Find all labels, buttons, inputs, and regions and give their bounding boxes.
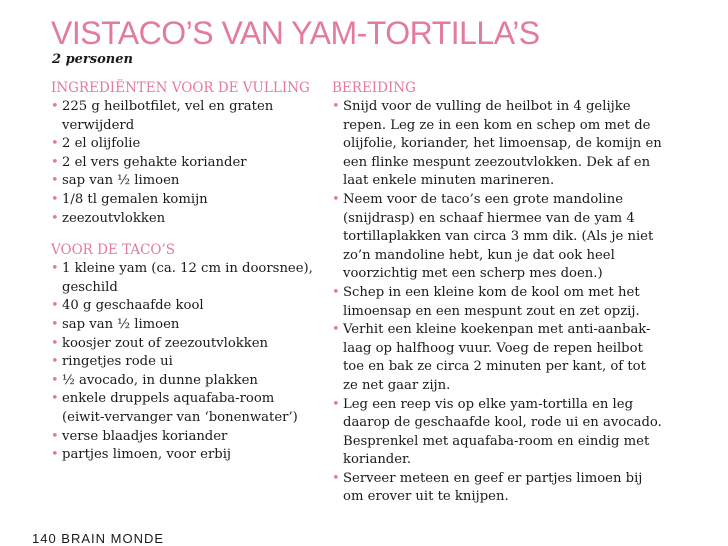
bullet-icon: •	[51, 316, 59, 332]
step-item	[332, 284, 662, 321]
ingredient-text: 1 kleine yam (ca. 12 cm in doorsnee), geschild	[62, 261, 313, 295]
bullet-icon: •	[51, 261, 59, 277]
list-item	[51, 191, 316, 210]
tacos-list	[51, 260, 316, 465]
step-text: Schep in een kleine kom de kool om met het limoensap en een mespunt zout en zet opzij.	[343, 284, 640, 319]
ingredient-text: verse blaadjes koriander	[62, 428, 228, 444]
step-text: Neem voor de taco’s een grote mandoline (snijdrasp) en schaaf hiermee van de yam 4 tortillaplakken van circa 3 mm dik. (Als je niet zo’n mandoline hebt, kun je dat ook heel voorzichtig met een scherp mes doen.)	[343, 191, 654, 282]
bullet-icon: •	[332, 396, 340, 412]
recipe-title: VISTACO’S VAN YAM-TORTILLA’S	[51, 15, 540, 51]
preparation-steps	[332, 98, 662, 507]
list-item	[51, 260, 316, 297]
step-item	[332, 321, 662, 395]
bullet-icon: •	[51, 335, 59, 351]
preparation-heading: BEREIDING	[332, 80, 416, 96]
step-text: Snijd voor de vulling de heilbot in 4 gelijke repen. Leg ze in een kom en schep om met de olijfolie, koriander, het limoensap, de komijn en een flinke mespunt zeezoutvlokken. Dek af en laat enkele minuten marineren.	[343, 99, 662, 189]
ingredient-text: 1/8 tl gemalen komijn	[62, 191, 208, 207]
step-text: Serveer meteen en geef er partjes limoen bij om erover uit te knijpen.	[343, 470, 643, 505]
ingredient-text: partjes limoen, voor erbij	[62, 447, 232, 463]
bullet-icon: •	[51, 354, 59, 370]
bullet-icon: •	[51, 391, 59, 407]
list-item	[51, 135, 316, 154]
bullet-icon: •	[332, 191, 340, 207]
list-item	[51, 154, 316, 173]
bullet-icon: •	[51, 447, 59, 463]
bullet-icon: •	[51, 173, 59, 189]
list-item	[51, 335, 316, 354]
ingredient-text: ½ avocado, in dunne plakken	[62, 372, 258, 388]
list-item	[51, 390, 316, 427]
ingredient-text: enkele druppels aquafaba-room (eiwit-vervanger van ‘bonenwater’)	[62, 391, 298, 425]
step-item	[332, 98, 662, 191]
ingredient-text: sap van ½ limoen	[62, 316, 180, 332]
filling-heading: INGREDIËNTEN VOOR DE VULLING	[51, 80, 310, 96]
ingredient-text: 2 el olijfolie	[62, 136, 141, 152]
ingredient-text: zeezoutvlokken	[62, 210, 166, 226]
bullet-icon: •	[51, 210, 59, 226]
servings: 2 personen	[52, 52, 133, 67]
list-item	[51, 316, 316, 335]
preparation-column	[332, 80, 662, 507]
bullet-icon: •	[332, 470, 340, 486]
list-item	[51, 210, 316, 229]
ingredient-text: koosjer zout of zeezoutvlokken	[62, 335, 269, 351]
bullet-icon: •	[332, 99, 340, 114]
list-item	[51, 428, 316, 447]
bullet-icon: •	[51, 136, 59, 152]
step-text: Leg een reep vis op elke yam-tortilla en leg daarop de geschaafde kool, rode ui en avocado. Besprenkel met aquafaba-room en eindig met koriander.	[343, 396, 662, 468]
step-item	[332, 191, 662, 284]
ingredients-column	[51, 80, 316, 465]
bullet-icon: •	[51, 191, 59, 207]
list-item	[51, 372, 316, 391]
tacos-heading: VOOR DE TACO’S	[51, 242, 176, 259]
list-item	[51, 98, 316, 135]
step-text: Verhit een kleine koekenpan met anti-aanbak-laag op halfhoog vuur. Voeg de repen heilbot toe en bak ze circa 2 minuten per kant, of tot ze net gaar zijn.	[343, 322, 651, 393]
filling-list	[51, 98, 316, 228]
bullet-icon: •	[51, 372, 59, 388]
ingredient-text: 225 g heilbotfilet, vel en graten verwijderd	[62, 99, 274, 133]
list-item	[51, 297, 316, 316]
ingredient-text: 2 el vers gehakte koriander	[62, 154, 247, 170]
list-item	[51, 446, 316, 465]
bullet-icon: •	[332, 322, 340, 338]
list-item	[51, 172, 316, 191]
ingredient-text: ringetjes rode ui	[62, 354, 173, 370]
bullet-icon: •	[51, 154, 59, 170]
bullet-icon: •	[51, 99, 59, 114]
page-footer: 140 BRAIN MONDE	[32, 531, 165, 546]
ingredient-text: 40 g geschaafde kool	[62, 298, 204, 314]
ingredient-text: sap van ½ limoen	[62, 173, 180, 189]
step-item	[332, 470, 662, 507]
list-item	[51, 353, 316, 372]
step-item	[332, 396, 662, 470]
bullet-icon: •	[332, 284, 340, 300]
bullet-icon: •	[51, 428, 59, 444]
bullet-icon: •	[51, 298, 59, 314]
